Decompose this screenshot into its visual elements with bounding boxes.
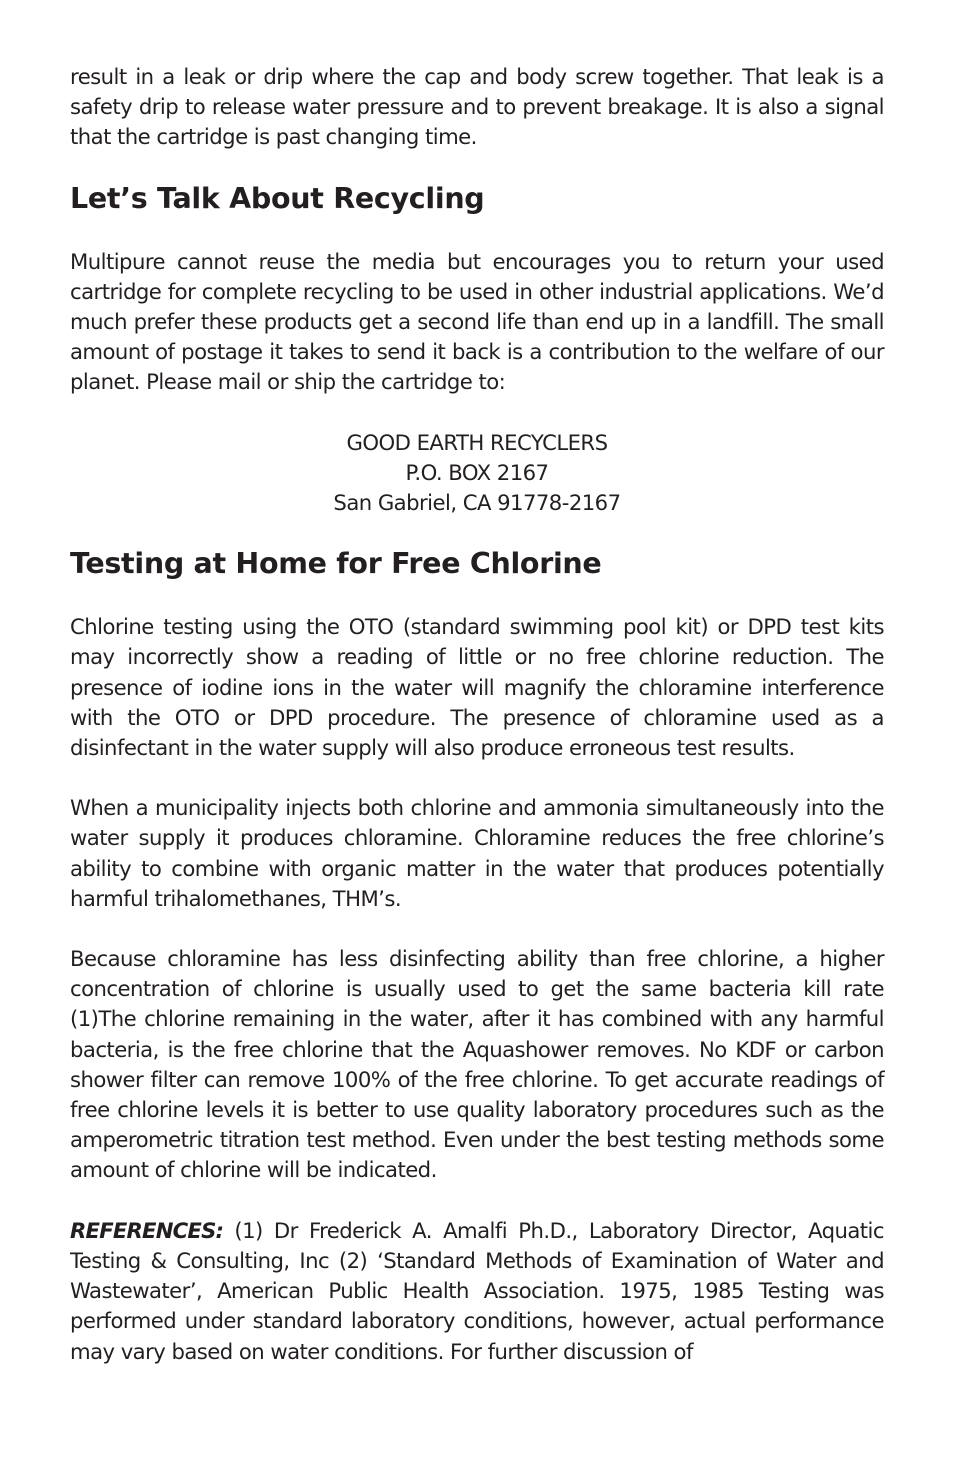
- recycling-heading: Let’s Talk About Recycling: [70, 181, 485, 215]
- recycling-paragraph: Multipure cannot reuse the media but encourages you to return your used cartridge for complete recycling to be used in other industrial applications. We’d much prefer these products get a second life than end up in a landfill. The small amount of postage it takes to send it back is a contribution to the welfare of our planet. Please mail or ship the cartridge to:: [70, 248, 884, 395]
- chlorine-heading: Testing at Home for Free Chlorine: [70, 547, 602, 581]
- document-page: [70, 62, 884, 1367]
- address-line-city: San Gabriel, CA 91778-2167: [333, 490, 621, 516]
- chlorine-paragraph-2: When a municipality injects both chlorine and ammonia simultaneously into the water supply it produces chloramine. Chloramine reduces the free chlorine’s ability to combine with organic matter in the water that produces potentially harmful trihalomethanes, THM’s.: [70, 795, 884, 911]
- references-label: REFERENCES:: [70, 1217, 224, 1243]
- recycler-address: [70, 428, 884, 519]
- chlorine-paragraph-3: Because chloramine has less disinfecting ability than free chlorine, a higher concentration of chlorine is usually used to get the same bacteria kill rate (1)The chlorine remaining in the water, after it has combined with any harmful bacteria, is the free chlorine that the Aquashower removes. No KDF or carbon shower filter can remove 100% of the free chlorine. To get accurate readings of free chlorine levels it is better to use quality laboratory procedures such as the amperometric titration test method. Even under the best testing methods some amount of chlorine will be indicated.: [70, 946, 884, 1183]
- chlorine-paragraph-1: Chlorine testing using the OTO (standard swimming pool kit) or DPD test kits may incorrectly show a reading of little or no free chlorine reduction. The presence of iodine ions in the water will magnify the chloramine interference with the OTO or DPD procedure. The presence of chloramine used as a disinfectant in the water supply will also produce erroneous test results.: [70, 614, 884, 761]
- intro-paragraph: result in a leak or drip where the cap and body screw together. That leak is a safety drip to release water pressure and to prevent breakage. It is also a signal that the cartridge is past changing time.: [70, 64, 884, 150]
- references-paragraph: [70, 1216, 884, 1367]
- address-line-name: GOOD EARTH RECYCLERS: [346, 429, 608, 455]
- references-text: (1) Dr Frederick A. Amalfi Ph.D., Laboratory Director, Aquatic Testing & Consulting, Inc (2) ‘Standard Methods of Examination of Water and Wastewater’, American Public Health Association. 1975, 1985 Testing was performed under standard laboratory conditions, however, actual performance may vary based on water conditions. For further discussion of: [70, 1217, 884, 1364]
- address-line-pobox: P.O. BOX 2167: [405, 459, 549, 485]
